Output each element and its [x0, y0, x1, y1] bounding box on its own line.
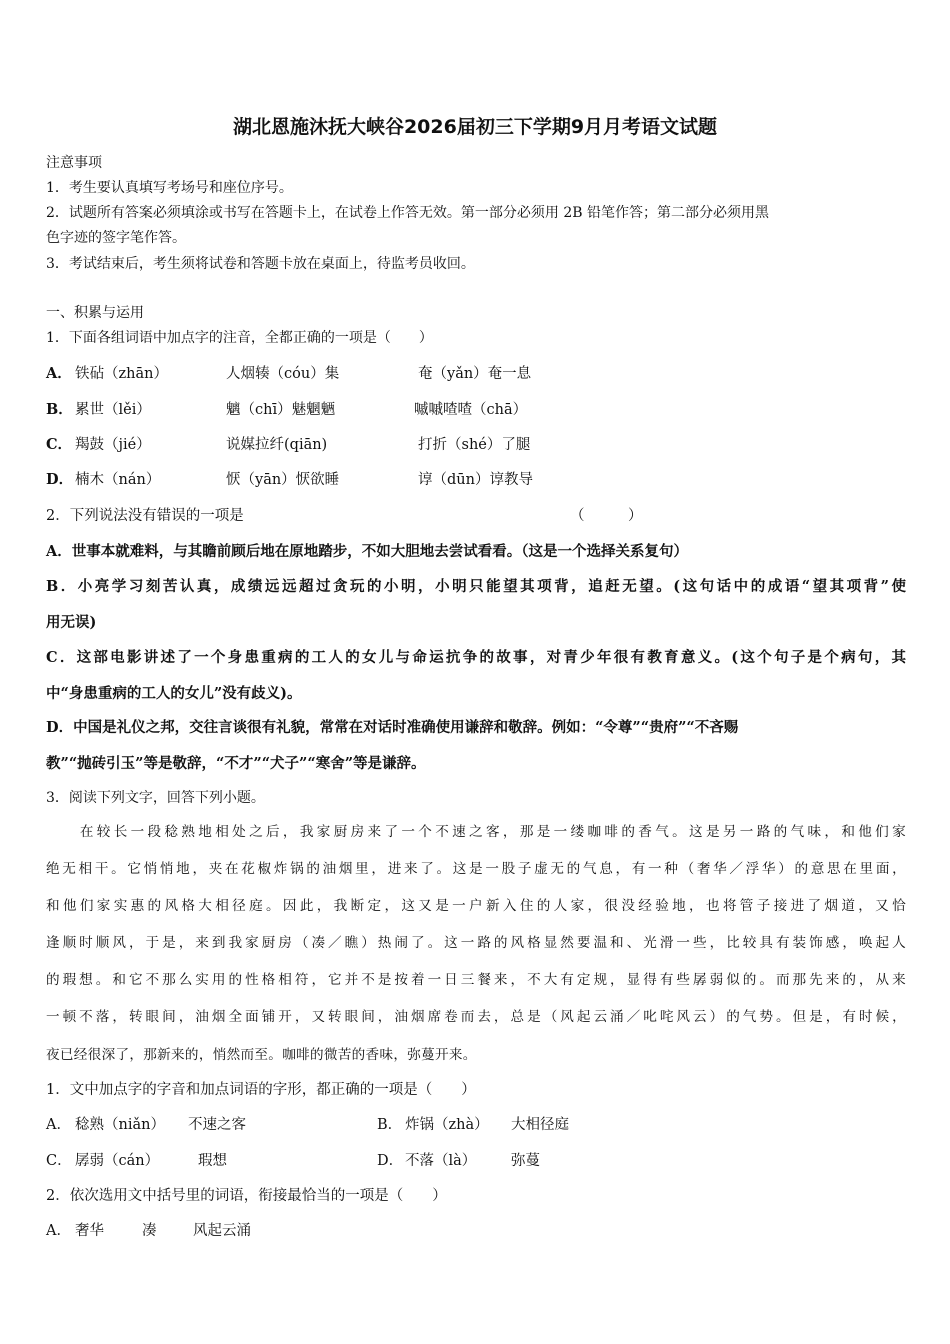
section-heading: 一、积累与运用	[46, 305, 144, 321]
subquestion-1-stem: 1．文中加点字的字音和加点词语的字形，都正确的一项是（ ）	[46, 1082, 476, 1098]
notice-item-2-line-2: 色字迹的签字笔作答。	[46, 230, 186, 246]
q1-option-d-label: D．	[46, 471, 74, 488]
passage-line-2: 绝无相干。它悄悄地，夹在花椒炸锅的油烟里，进来了。这是一股子虚无的气息，有一种（奢华／浮华）的意思在里面，	[46, 861, 906, 877]
notice-item-1: 1．考生要认真填写考场号和座位序号。	[46, 180, 293, 196]
q1-option-b-label: B．	[46, 401, 73, 418]
q1-option-d-item-3: 谆（dūn）谆教导	[418, 472, 533, 488]
q1-option-c-label: C．	[46, 436, 73, 453]
question-2-stem: 2．下列说法没有错误的一项是	[46, 508, 244, 524]
sub1-option-a-label: A．	[46, 1117, 71, 1133]
q2-option-c-line-1: C．这部电影讲述了一个身患重病的工人的女儿与命运抗争的故事，对青少年很有教育意义。(这个句子是个病句，其	[46, 649, 906, 666]
sub1-option-d-label: D．	[377, 1153, 404, 1169]
subquestion-2-stem: 2．依次选用文中括号里的词语，衔接最恰当的一项是（ ）	[46, 1188, 447, 1204]
q1-option-c-item-1: 羯鼓（jié）	[75, 437, 151, 453]
q2-option-b-line-2: 用无误)	[46, 614, 97, 631]
passage-line-6: 一顿不落，转眼间，油烟全面铺开，又转眼间，油烟席卷而去，总是（风起云涌／叱咤风云）的气势。但是，有时候，	[46, 1009, 906, 1025]
sub1-option-a-word-2: 不速之客	[188, 1117, 246, 1133]
sub1-option-d-word-1: 不落（là）	[405, 1153, 477, 1169]
notice-heading: 注意事项	[46, 155, 102, 171]
q1-option-b-item-2: 魑（chī）魅魍魉	[226, 402, 336, 418]
q1-option-c-item-2: 说媒拉纤(qiān)	[226, 437, 328, 453]
q1-option-a-item-2: 人烟辏（cóu）集	[226, 366, 340, 382]
sub1-option-b-word-2: 大相径庭	[511, 1117, 569, 1133]
sub1-option-c-word-1: 孱弱（cán）	[75, 1153, 160, 1169]
sub2-option-a-word-1: 奢华	[75, 1223, 104, 1239]
q2-option-d-line-2: 教”“抛砖引玉”等是敬辞，“不才”“犬子”“寒舍”等是谦辞。	[46, 755, 426, 772]
q2-option-a: A．世事本就难料，与其瞻前顾后地在原地踏步，不如大胆地去尝试看看。（这是一个选择关系复句）	[46, 543, 688, 560]
question-1-stem: 1．下面各组词语中加点字的注音，全都正确的一项是（ ）	[46, 330, 433, 346]
q1-option-a-label: A．	[46, 365, 72, 382]
sub1-option-c-word-2: 瑕想	[198, 1153, 227, 1169]
q1-option-c-item-3: 打折（shé）了腿	[418, 437, 531, 453]
sub2-option-a-word-3: 风起云涌	[193, 1223, 251, 1239]
sub1-option-d-word-2: 弥蔓	[511, 1153, 540, 1169]
sub1-option-b-word-1: 炸锅（zhà）	[405, 1117, 489, 1133]
notice-item-2-line-1: 2．试题所有答案必须填涂或书写在答题卡上，在试卷上作答无效。第一部分必须用 2B 铅笔作答；第二部分必须用黑	[46, 205, 769, 221]
passage-line-1: 在较长一段稔熟地相处之后，我家厨房来了一个不速之客，那是一缕咖啡的香气。这是另一路的气味，和他们家	[46, 824, 906, 840]
sub2-option-a-label: A．	[46, 1223, 71, 1239]
q2-option-c-line-2: 中“身患重病的工人的女儿”没有歧义)。	[46, 685, 302, 702]
notice-item-3: 3．考试结束后，考生须将试卷和答题卡放在桌面上，待监考员收回。	[46, 256, 475, 272]
passage-line-4: 逢顺时顺风，于是，来到我家厨房（凑／瞧）热闹了。这一路的风格显然要温和、光滑一些，比较具有装饰感，唤起人	[46, 935, 906, 951]
question-2-answer-paren: （ ）	[570, 508, 643, 524]
question-3-intro: 3．阅读下列文字，回答下列小题。	[46, 790, 265, 806]
sub1-option-b-label: B．	[377, 1117, 403, 1133]
sub1-option-a-word-1: 稔熟（niǎn）	[75, 1117, 165, 1133]
q2-option-b-line-1: B．小亮学习刻苦认真，成绩远远超过贪玩的小明，小明只能望其项背，追赶无望。(这句话中的成语“望其项背”使	[46, 578, 906, 595]
passage-line-7: 夜已经很深了，那新来的，悄然而至。咖啡的微苦的香味，弥蔓开来。	[46, 1047, 477, 1063]
q1-option-a-item-1: 铁砧（zhān）	[75, 366, 168, 382]
q1-option-d-item-1: 楠木（nán）	[75, 472, 161, 488]
q1-option-a-item-3: 奄（yǎn）奄一息	[418, 366, 532, 382]
q1-option-d-item-2: 恹（yān）恹欲睡	[226, 472, 340, 488]
q2-option-d-line-1: D．中国是礼仪之邦，交往言谈很有礼貌，常常在对话时准确使用谦辞和敬辞。例如：“令尊”“贵府”“不吝赐	[46, 719, 739, 736]
q1-option-b-item-3: 嘁嘁喳喳（chā）	[414, 402, 528, 418]
q1-option-b-item-1: 累世（lěi）	[75, 402, 151, 418]
passage-line-5: 的瑕想。和它不那么实用的性格相符，它并不是按着一日三餐来，不大有定规，显得有些孱弱似的。而那先来的，从来	[46, 972, 906, 988]
passage-line-3: 和他们家实惠的风格大相径庭。因此，我断定，这又是一户新入住的人家，很没经验地，也将管子接进了烟道，又恰	[46, 898, 906, 914]
page-title: 湖北恩施沐抚大峡谷2026届初三下学期9月月考语文试题	[232, 116, 718, 138]
sub1-option-c-label: C．	[46, 1153, 72, 1169]
sub2-option-a-word-2: 凑	[142, 1223, 157, 1239]
